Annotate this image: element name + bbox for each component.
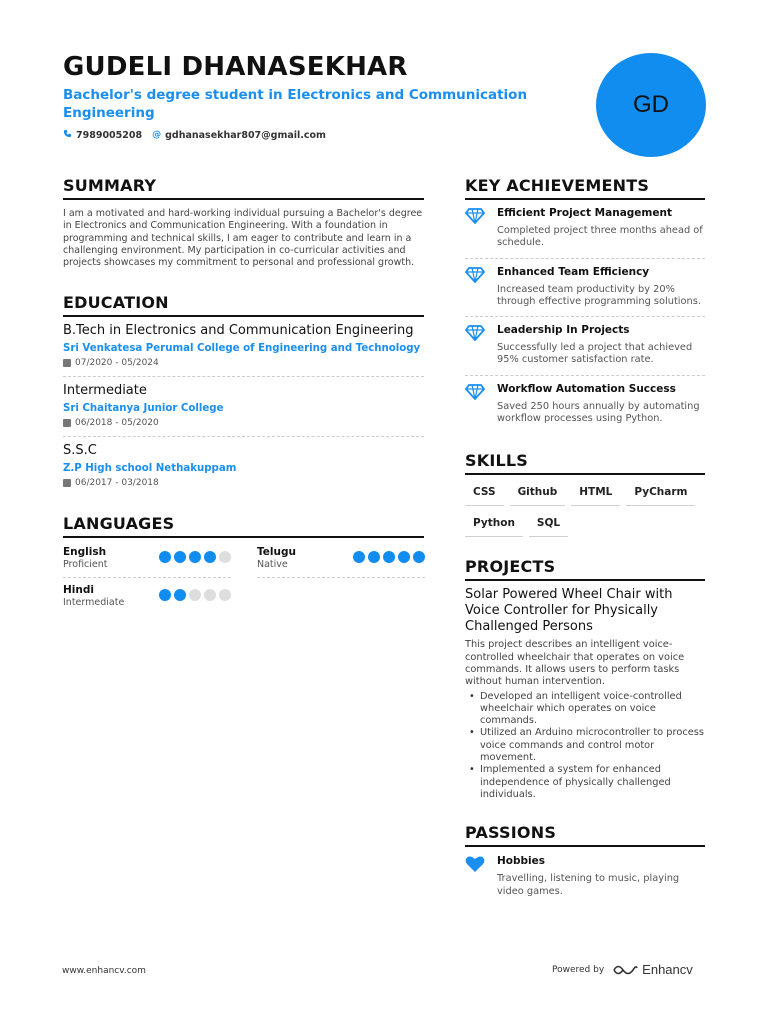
phone-number: 7989005208 (76, 129, 143, 141)
education-dates (63, 358, 424, 368)
skills-section (465, 451, 705, 537)
summary-section (63, 176, 424, 269)
footer-site-link[interactable]: www.enhancv.com (62, 966, 146, 976)
education-item (63, 437, 424, 496)
project-desc: This project describes an intelligent voice-controlled wheelchair that operates on voice commands. It allows users to perform tasks without human intervention. (465, 639, 685, 688)
diamond-icon (465, 266, 485, 309)
summary-title: SUMMARY (63, 176, 424, 200)
right-column (465, 176, 705, 916)
rating-dot (413, 551, 425, 563)
skill-tag: SQL (529, 512, 568, 537)
passions-section (465, 823, 705, 898)
language-name: Hindi (63, 584, 94, 597)
education-title: EDUCATION (63, 293, 424, 317)
projects-section (465, 557, 705, 801)
language-item (63, 582, 231, 615)
achievement-title: Leadership In Projects (497, 324, 630, 337)
passions-title: PASSIONS (465, 823, 705, 847)
languages-title: LANGUAGES (63, 514, 424, 538)
rating-dot (189, 589, 201, 601)
rating-dot (174, 551, 186, 563)
achievement-desc: Completed project three months ahead of schedule. (497, 225, 703, 249)
education-school: Z.P High school Nethakuppam (63, 463, 237, 475)
project-bullet: • Utilized an Arduino microcontroller to process voice commands and control motor movement. (465, 727, 705, 764)
diamond-icon (465, 383, 485, 426)
education-dates (63, 478, 424, 488)
powered-by-label: Powered by (552, 964, 605, 975)
rating-dot (204, 551, 216, 563)
language-rating (159, 589, 231, 601)
education-degree: Intermediate (63, 383, 147, 399)
education-dates-text: 06/2017 - 03/2018 (75, 478, 159, 489)
rating-dot (383, 551, 395, 563)
calendar-icon (63, 419, 71, 427)
rating-dot (204, 589, 216, 601)
resume-header (63, 50, 543, 141)
calendar-icon (63, 359, 71, 367)
achievement-item (465, 317, 705, 376)
achievement-item (465, 376, 705, 434)
language-level: Native (257, 559, 288, 571)
calendar-icon (63, 479, 71, 487)
rating-dot (398, 551, 410, 563)
education-item (63, 377, 424, 437)
project-bullets (465, 691, 705, 802)
language-name: Telugu (257, 546, 296, 559)
achievement-desc: Saved 250 hours annually by automating workflow processes using Python. (497, 400, 700, 425)
projects-title: PROJECTS (465, 557, 705, 581)
education-dates-text: 06/2018 - 05/2020 (75, 418, 159, 429)
rating-dot (353, 551, 365, 563)
project-bullet: • Implemented a system for enhanced independence of physically challenged individuals. (465, 764, 705, 801)
avatar (596, 53, 706, 157)
language-item (63, 544, 231, 578)
skills-title: SKILLS (465, 451, 705, 475)
rating-dot (219, 551, 231, 563)
achievement-title: Efficient Project Management (497, 207, 672, 219)
achievement-item (465, 200, 705, 259)
candidate-name: GUDELI DHANASEKHAR (63, 52, 408, 82)
phone-contact[interactable] (63, 129, 142, 141)
education-section (63, 293, 424, 496)
summary-text: I am a motivated and hard-working individual pursuing a Bachelor's degree in Electronics and Communication Engineering. With a foundation in programming and technical skills, I am eager to contribute and learn in a challenging environment. My participation in co-curricular activities and projects showcases my commitment to personal and professional growth. (63, 208, 423, 269)
enhancv-logo-text: Enhancv (642, 962, 693, 977)
passion-desc: Travelling, listening to music, playing video games. (497, 873, 680, 897)
language-name: English (63, 546, 107, 559)
education-degree: S.S.C (63, 443, 97, 459)
language-level: Proficient (63, 559, 108, 571)
rating-dot (159, 589, 171, 601)
skill-tag: PyCharm (626, 481, 695, 506)
heart-icon (465, 855, 485, 898)
achievement-desc: Increased team productivity by 20% through effective programming solutions. (497, 283, 701, 307)
passion-item (465, 847, 705, 898)
project-bullet: • Developed an intelligent voice-controlled wheelchair which operates on voice commands. (465, 691, 705, 728)
rating-dot (368, 551, 380, 563)
achievement-item (465, 259, 705, 318)
left-column (63, 176, 424, 633)
at-sign-icon: @ (152, 130, 162, 140)
achievement-desc: Successfully led a project that achieved 95% customer satisfaction rate. (497, 342, 693, 366)
education-dates-text: 07/2020 - 05/2024 (75, 358, 159, 369)
contact-row (63, 129, 543, 141)
education-item (63, 317, 424, 377)
candidate-headline: Bachelor's degree student in Electronics and Communication Engineering (63, 87, 528, 121)
languages-grid (63, 544, 424, 615)
rating-dot (189, 551, 201, 563)
education-school: Sri Venkatesa Perumal College of Engineering and Technology (63, 343, 421, 355)
email-address: gdhanasekhar807@gmail.com (165, 129, 326, 141)
achievements-section (465, 176, 705, 433)
achievement-title: Workflow Automation Success (497, 382, 676, 395)
diamond-icon (465, 207, 485, 250)
skill-tag: HTML (571, 481, 620, 506)
rating-dot (159, 551, 171, 563)
skill-tag: CSS (465, 481, 504, 506)
education-degree: B.Tech in Electronics and Communication Engineering (63, 323, 414, 339)
education-dates (63, 418, 424, 428)
enhancv-logo[interactable] (612, 962, 693, 977)
diamond-icon (465, 324, 485, 367)
skills-list (465, 481, 705, 537)
rating-dot (174, 589, 186, 601)
language-rating (353, 551, 425, 563)
achievements-title: KEY ACHIEVEMENTS (465, 176, 705, 200)
language-rating (159, 551, 231, 563)
enhancv-logo-icon (612, 963, 638, 977)
achievement-title: Enhanced Team Efficiency (497, 265, 650, 278)
language-level: Intermediate (63, 597, 125, 609)
phone-icon (63, 129, 72, 141)
footer-branding (552, 962, 693, 977)
language-item (257, 544, 425, 578)
project-name: Solar Powered Wheel Chair with Voice Controller for Physically Challenged Persons (465, 587, 673, 635)
education-school: Sri Chaitanya Junior College (63, 403, 224, 415)
avatar-initials: GD (633, 91, 669, 118)
skill-tag: Python (465, 512, 523, 537)
skill-tag: Github (510, 481, 566, 506)
rating-dot (219, 589, 231, 601)
email-contact[interactable] (152, 129, 326, 141)
passion-title: Hobbies (497, 855, 546, 868)
languages-section (63, 514, 424, 615)
